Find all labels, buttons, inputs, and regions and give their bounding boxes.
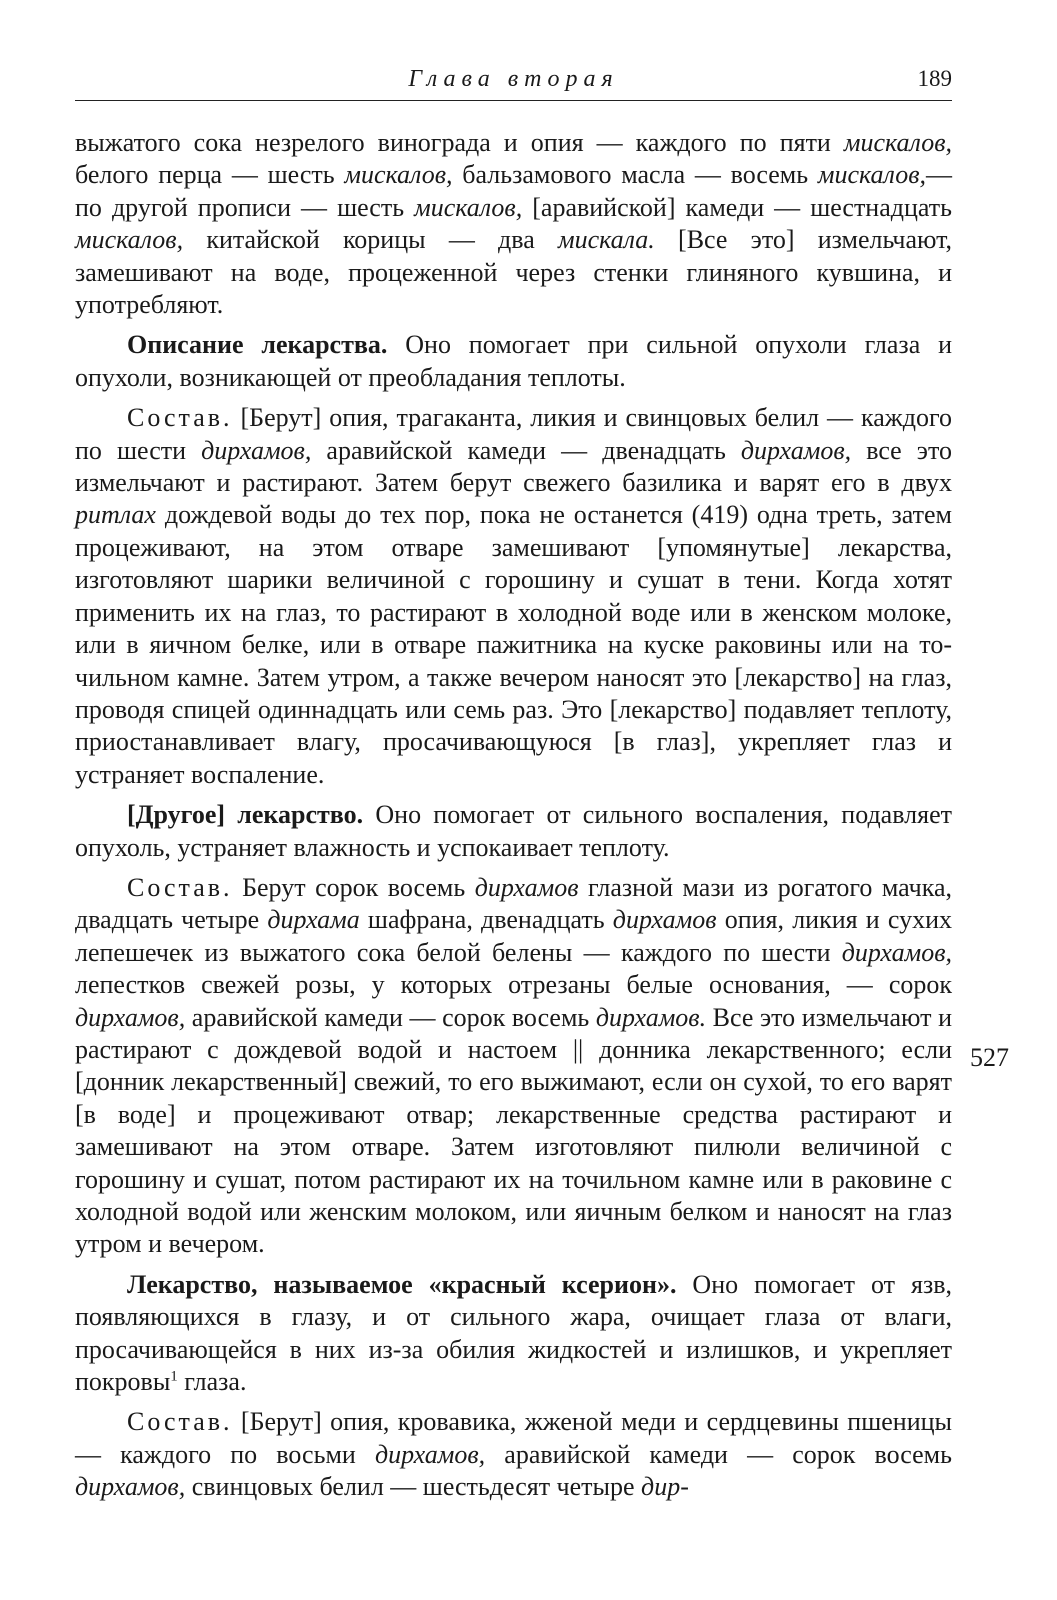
- italic-term: дирхамов,: [740, 435, 852, 465]
- paragraph: Состав. [Берут] опия, трагаканта, ликия и свинцовых белил — каждого по шести дирхамов, аравийской камеди — двенадцать дирхамов, все это измельчают и растирают. Затем берут свежего базилика и варят его в двух ритлах дождевой воды до тех пор, пока не останется (419) одна треть, затем процеживают, на этом отваре замешивают [упомянутые] лекарства, изготовляют шарики величиной с горошину и сушат в тени. Когда хотят применить их на глаз, то растирают в холодной воде или в женском молоке, или в яичном белке, или в отваре пажитника на куске раковины или на точильном камне. Затем утром, а также вечером наносят это [лекарство] на глаз, проводя спицей одиннадцать или семь раз. Это [лекарство] подавляет теплоту, приостанавливает влагу, просачивающуюся [в глаз], укрепляет глаз и устраняет воспаление.: [75, 403, 952, 789]
- italic-term: мискала.: [558, 225, 655, 255]
- italic-term: дирхама: [267, 905, 360, 935]
- italic-term: мискалов,: [344, 160, 453, 190]
- italic-term: мискалов,: [414, 192, 523, 222]
- running-header: [75, 60, 952, 101]
- paragraph: Лекарство, называемое «красный ксерион». Оно помогает от язв, появляющихся в глазу, и от сильного жара, очищает глаза от влаги, просачивающейся в них из-за обилия жидкостей и излишков, и укрепляет покровы$^1$ глаза.: [75, 1269, 952, 1397]
- italic-term: дирхамов,: [201, 435, 312, 465]
- composition-label: Состав.: [127, 1407, 233, 1437]
- italic-term: дирхамов,: [374, 1439, 486, 1469]
- section-heading: [Другое] лекарство.: [127, 800, 364, 830]
- paragraph: [Другое] лекарство. Оно помогает от сильного воспаления, подавляет опухоль, устраняет влажность и успокаивает теплоту.: [75, 800, 952, 862]
- italic-term: дирхамов,: [75, 1002, 186, 1032]
- italic-term: мискалов,: [75, 225, 184, 255]
- italic-term: мискалов,: [817, 160, 926, 190]
- italic-term: дир-: [641, 1472, 689, 1502]
- chapter-title: Глава вторая: [408, 66, 619, 92]
- page-number: 189: [917, 66, 952, 91]
- italic-term: дирхамов: [612, 905, 717, 935]
- body-text: [75, 127, 952, 1504]
- paragraph: выжатого сока незрелого винограда и опия — каждого по пяти мискалов, белого перца — шесть мискалов, бальзамового масла — восемь мискалов,— по другой прописи — шесть мискалов, [аравийской] камеди — шестнадцать мискалов, китайской корицы — два мискала. [Все это] измельчают, замешивают на воде, процеженной через стенки глиняного кувшина, и употребляют.: [75, 128, 952, 320]
- margin-page-reference: 527: [970, 1043, 1009, 1072]
- paragraph: Состав. Берут сорок восемь дирхамов глазной мази из рогатого мачка, двадцать четыре дирхама шафрана, двенадцать дирхамов опия, ликия и сухих лепешечек из выжатого сока белой белены — каждого по шести дирхамов, лепестков свежей розы, у которых отрезаны белые основания, — сорок дирхамов, аравийской камеди — сорок восемь дирхамов. Все это измельчают и растирают с дождевой водой и настоем || донника лекарственного; если [донник лекарственный] свежий, то его выжимают, если он сухой, то его варят [в воде] и процеживают отвар; лекарственные средства растирают и замешивают на этом отваре. Затем изготовляют пилюли величиной с горошину и сушат, потом растирают их на точильном камне или в раковине с холодной водой или женским молоком, или яичным белком и наносят на глаз утром и вечером.: [75, 872, 952, 1259]
- section-heading: Описание лекарства.: [127, 330, 388, 360]
- italic-term: мискалов,: [843, 128, 952, 157]
- italic-term: дирхамов,: [841, 937, 952, 967]
- paragraph: Состав. [Берут] опия, кровавика, жженой меди и сердцевины пшеницы — каждого по восьми дирхамов, аравийской камеди — сорок восемь дирхамов, свинцовых белил — шестьдесят четыре дир-: [75, 1407, 952, 1502]
- italic-term: дирхамов,: [75, 1472, 186, 1502]
- italic-term: дирхамов: [474, 872, 579, 902]
- composition-label: Состав.: [127, 403, 233, 433]
- section-heading: Лекарство, называемое «красный ксерион».: [127, 1269, 677, 1299]
- italic-term: ритлах: [75, 500, 156, 530]
- paragraph: Описание лекарства. Оно помогает при сильной опухоли глаза и опухоли, возникающей от преобладания теплоты.: [75, 330, 952, 392]
- footnote-marker: 1: [170, 1368, 178, 1385]
- composition-label: Состав.: [127, 872, 233, 902]
- italic-term: дирхамов.: [595, 1002, 707, 1032]
